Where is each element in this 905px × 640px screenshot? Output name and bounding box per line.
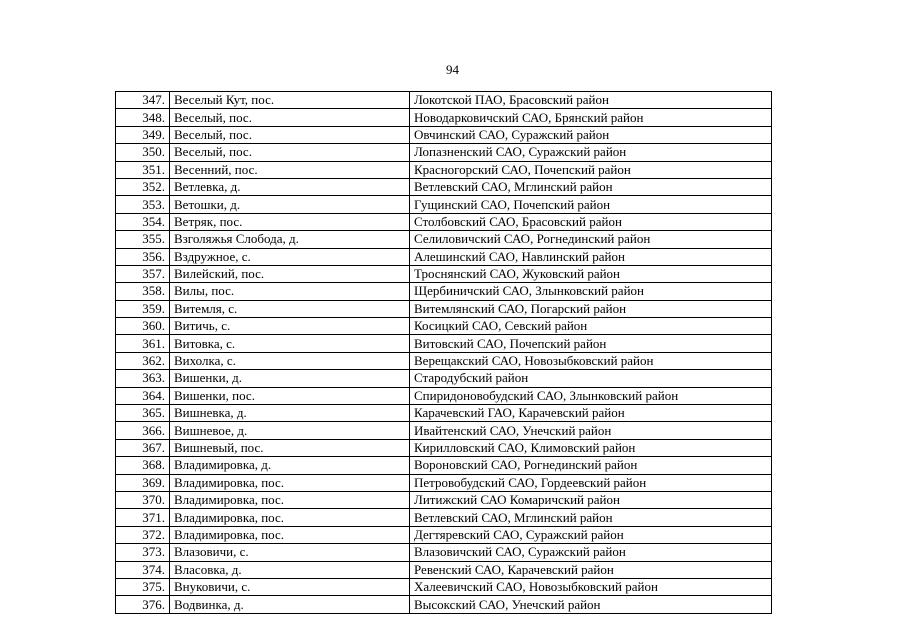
row-number-cell: 357.	[116, 265, 170, 282]
administration-cell: Кирилловский САО, Климовский район	[410, 439, 772, 456]
settlement-name-cell: Веселый Кут, пос.	[170, 92, 410, 109]
table-row	[116, 422, 772, 439]
administration-cell: Ветлевский САО, Мглинский район	[410, 509, 772, 526]
row-number-cell: 353.	[116, 196, 170, 213]
table-row	[116, 248, 772, 265]
table-row	[116, 439, 772, 456]
settlement-name-cell: Влазовичи, с.	[170, 544, 410, 561]
table-row	[116, 178, 772, 195]
settlement-name-cell: Власовка, д.	[170, 561, 410, 578]
administration-cell: Дегтяревский САО, Суражский район	[410, 526, 772, 543]
table-row	[116, 544, 772, 561]
settlement-name-cell: Вздружное, с.	[170, 248, 410, 265]
table-row	[116, 352, 772, 369]
administration-cell: Влазовичский САО, Суражский район	[410, 544, 772, 561]
administration-cell: Литижский САО Комаричский район	[410, 491, 772, 508]
row-number-cell: 364.	[116, 387, 170, 404]
administration-cell: Витемлянский САО, Погарский район	[410, 300, 772, 317]
table-row	[116, 300, 772, 317]
row-number-cell: 347.	[116, 92, 170, 109]
administration-cell: Столбовский САО, Брасовский район	[410, 213, 772, 230]
table-row	[116, 196, 772, 213]
settlement-name-cell: Ветошки, д.	[170, 196, 410, 213]
settlement-name-cell: Витовка, с.	[170, 335, 410, 352]
administration-cell: Ветлевский САО, Мглинский район	[410, 178, 772, 195]
settlements-table-body	[116, 92, 772, 614]
settlement-name-cell: Вихолка, с.	[170, 352, 410, 369]
settlement-name-cell: Владимировка, пос.	[170, 491, 410, 508]
row-number-cell: 363.	[116, 370, 170, 387]
row-number-cell: 352.	[116, 178, 170, 195]
administration-cell: Карачевский ГАО, Карачевский район	[410, 405, 772, 422]
table-row	[116, 370, 772, 387]
table-row	[116, 526, 772, 543]
settlement-name-cell: Веселый, пос.	[170, 126, 410, 143]
row-number-cell: 354.	[116, 213, 170, 230]
page-number: 94	[446, 62, 459, 77]
administration-cell: Витовский САО, Почепский район	[410, 335, 772, 352]
administration-cell: Высокский САО, Унечский район	[410, 596, 772, 613]
administration-cell: Верещакский САО, Новозыбковский район	[410, 352, 772, 369]
row-number-cell: 367.	[116, 439, 170, 456]
settlement-name-cell: Владимировка, пос.	[170, 509, 410, 526]
settlement-name-cell: Витемля, с.	[170, 300, 410, 317]
administration-cell: Троснянский САО, Жуковский район	[410, 265, 772, 282]
table-row	[116, 318, 772, 335]
settlement-name-cell: Вилейский, пос.	[170, 265, 410, 282]
administration-cell: Ревенский САО, Карачевский район	[410, 561, 772, 578]
row-number-cell: 366.	[116, 422, 170, 439]
settlement-name-cell: Ветлевка, д.	[170, 178, 410, 195]
table-row	[116, 561, 772, 578]
row-number-cell: 374.	[116, 561, 170, 578]
table-row	[116, 144, 772, 161]
settlement-name-cell: Владимировка, д.	[170, 457, 410, 474]
row-number-cell: 372.	[116, 526, 170, 543]
row-number-cell: 368.	[116, 457, 170, 474]
settlement-name-cell: Вишенки, д.	[170, 370, 410, 387]
table-row	[116, 335, 772, 352]
administration-cell: Спиридоновобудский САО, Злынковский район	[410, 387, 772, 404]
administration-cell: Локотской ПАО, Брасовский район	[410, 92, 772, 109]
row-number-cell: 358.	[116, 283, 170, 300]
table-row	[116, 283, 772, 300]
administration-cell: Новодарковичский САО, Брянский район	[410, 109, 772, 126]
row-number-cell: 356.	[116, 248, 170, 265]
row-number-cell: 376.	[116, 596, 170, 613]
settlement-name-cell: Веселый, пос.	[170, 109, 410, 126]
settlement-name-cell: Вишневый, пос.	[170, 439, 410, 456]
table-row	[116, 405, 772, 422]
administration-cell: Косицкий САО, Севский район	[410, 318, 772, 335]
row-number-cell: 369.	[116, 474, 170, 491]
administration-cell: Лопазненский САО, Суражский район	[410, 144, 772, 161]
administration-cell: Гущинский САО, Почепский район	[410, 196, 772, 213]
table-row	[116, 387, 772, 404]
row-number-cell: 365.	[116, 405, 170, 422]
settlement-name-cell: Вишневка, д.	[170, 405, 410, 422]
table-row	[116, 109, 772, 126]
row-number-cell: 360.	[116, 318, 170, 335]
administration-cell: Халеевичский САО, Новозыбковский район	[410, 578, 772, 595]
row-number-cell: 370.	[116, 491, 170, 508]
settlement-name-cell: Витичь, с.	[170, 318, 410, 335]
table-row	[116, 213, 772, 230]
administration-cell: Стародубский район	[410, 370, 772, 387]
settlement-name-cell: Владимировка, пос.	[170, 526, 410, 543]
settlement-name-cell: Водвинка, д.	[170, 596, 410, 613]
row-number-cell: 349.	[116, 126, 170, 143]
settlement-name-cell: Внуковичи, с.	[170, 578, 410, 595]
table-row	[116, 92, 772, 109]
row-number-cell: 351.	[116, 161, 170, 178]
table-row	[116, 474, 772, 491]
row-number-cell: 371.	[116, 509, 170, 526]
settlement-name-cell: Ветряк, пос.	[170, 213, 410, 230]
row-number-cell: 348.	[116, 109, 170, 126]
administration-cell: Селиловичский САО, Рогнединский район	[410, 231, 772, 248]
table-row	[116, 231, 772, 248]
table-row	[116, 265, 772, 282]
settlement-name-cell: Веселый, пос.	[170, 144, 410, 161]
settlement-name-cell: Весенний, пос.	[170, 161, 410, 178]
administration-cell: Щербиничский САО, Злынковский район	[410, 283, 772, 300]
administration-cell: Вороновский САО, Рогнединский район	[410, 457, 772, 474]
settlement-name-cell: Вилы, пос.	[170, 283, 410, 300]
administration-cell: Красногорский САО, Почепский район	[410, 161, 772, 178]
table-row	[116, 596, 772, 613]
administration-cell: Ивайтенский САО, Унечский район	[410, 422, 772, 439]
administration-cell: Овчинский САО, Суражский район	[410, 126, 772, 143]
table-row	[116, 578, 772, 595]
row-number-cell: 375.	[116, 578, 170, 595]
table-row	[116, 161, 772, 178]
settlement-name-cell: Вишневое, д.	[170, 422, 410, 439]
table-row	[116, 491, 772, 508]
table-row	[116, 126, 772, 143]
row-number-cell: 361.	[116, 335, 170, 352]
settlement-name-cell: Взголяжья Слобода, д.	[170, 231, 410, 248]
row-number-cell: 373.	[116, 544, 170, 561]
row-number-cell: 350.	[116, 144, 170, 161]
settlement-name-cell: Вишенки, пос.	[170, 387, 410, 404]
table-row	[116, 457, 772, 474]
row-number-cell: 359.	[116, 300, 170, 317]
row-number-cell: 355.	[116, 231, 170, 248]
settlement-name-cell: Владимировка, пос.	[170, 474, 410, 491]
row-number-cell: 362.	[116, 352, 170, 369]
table-row	[116, 509, 772, 526]
administration-cell: Петровобудский САО, Гордеевский район	[410, 474, 772, 491]
settlements-table	[115, 91, 772, 614]
administration-cell: Алешинский САО, Навлинский район	[410, 248, 772, 265]
